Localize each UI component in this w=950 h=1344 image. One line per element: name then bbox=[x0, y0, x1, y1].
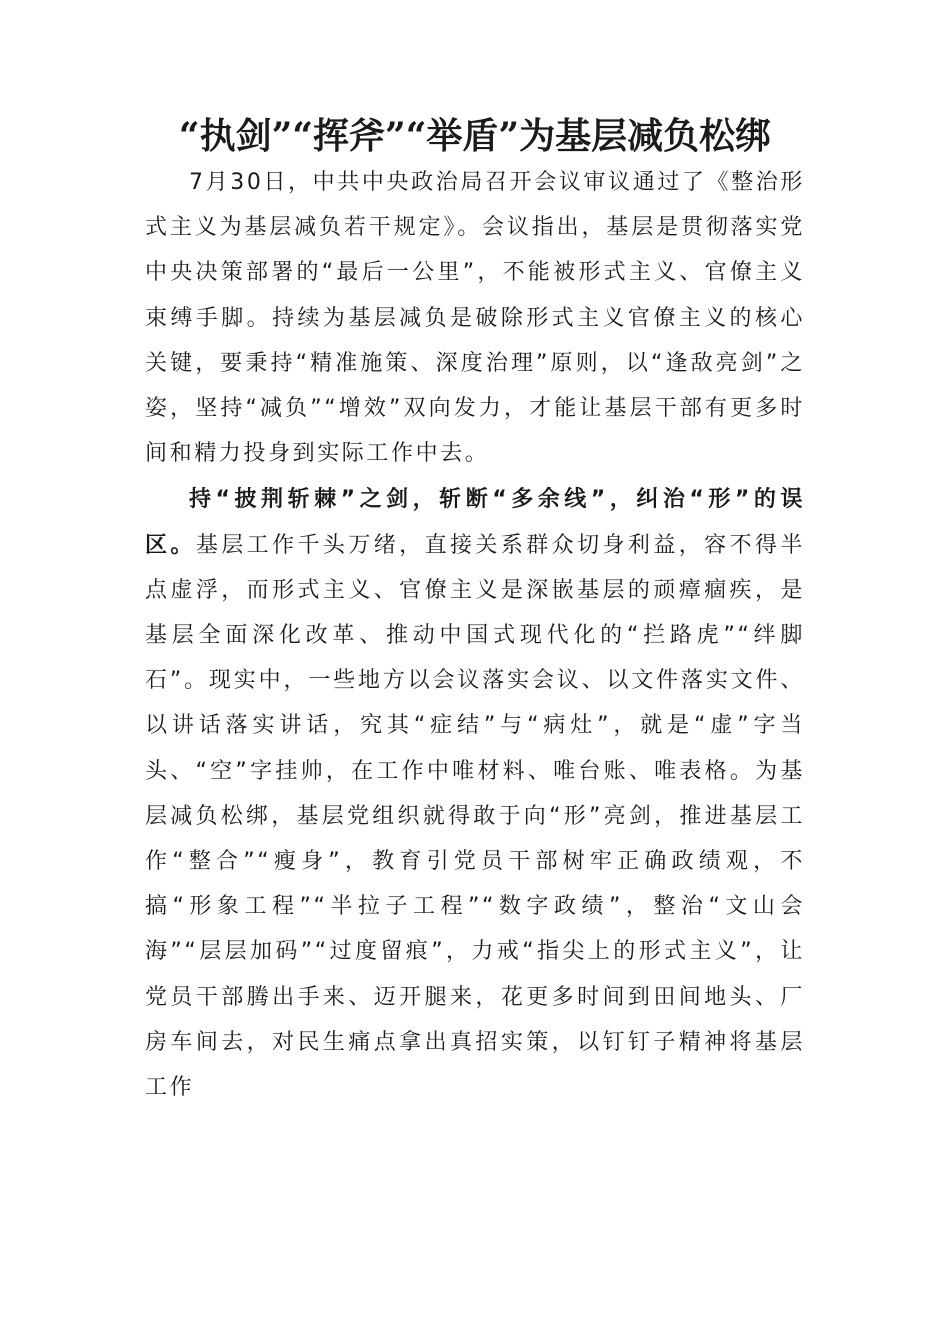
paragraph-lead: 持“披荆斩棘”之剑，斩断“多余线”，纠治“形”的误区。 bbox=[145, 487, 805, 558]
paragraph-section-1 bbox=[145, 477, 805, 1110]
document-page bbox=[145, 112, 805, 1110]
paragraph-body: 基层工作千头万绪，直接关系群众切身利益，容不得半点虚浮，而形式主义、官僚主义是深嵌基层的顽瘴痼疾，是基层全面深化改革、推动中国式现代化的“拦路虎”“绊脚石”。现实中，一些地方以会议落实会议、以文件落实文件、以讲话落实讲话，究其“症结”与“病灶”，就是“虚”字当头、“空”字挂帅，在工作中唯材料、唯台账、唯表格。为基层减负松绑，基层党组织就得敢于向“形”亮剑，推进基层工作“整合”“瘦身”，教育引党员干部树牢正确政绩观，不搞“形象工程”“半拉子工程”“数字政绩”，整治“文山会海”“层层加码”“过度留痕”，力戒“指尖上的形式主义”，让党员干部腾出手来、迈开腿来，花更多时间到田间地头、厂房车间去，对民生痛点拿出真招实策，以钉钉子精神将基层工作 bbox=[145, 532, 806, 1101]
document-title: “执剑”“挥斧”“举盾”为基层减负松绑 bbox=[178, 115, 772, 157]
paragraph-body: 7月30日，中共中央政治局召开会议审议通过了《整治形式主义为基层减负若干规定》。会议指出，基层是贯彻落实党中央决策部署的“最后一公里”，不能被形式主义、官僚主义束缚手脚。持续为基层减负是破除形式主义官僚主义的核心关键，要秉持“精准施策、深度治理”原则，以“逢敌亮剑”之姿，坚持“减负”“增效”双向发力，才能让基层干部有更多时间和精力投身到实际工作中去。 bbox=[145, 170, 805, 467]
paragraph-intro bbox=[145, 160, 805, 476]
